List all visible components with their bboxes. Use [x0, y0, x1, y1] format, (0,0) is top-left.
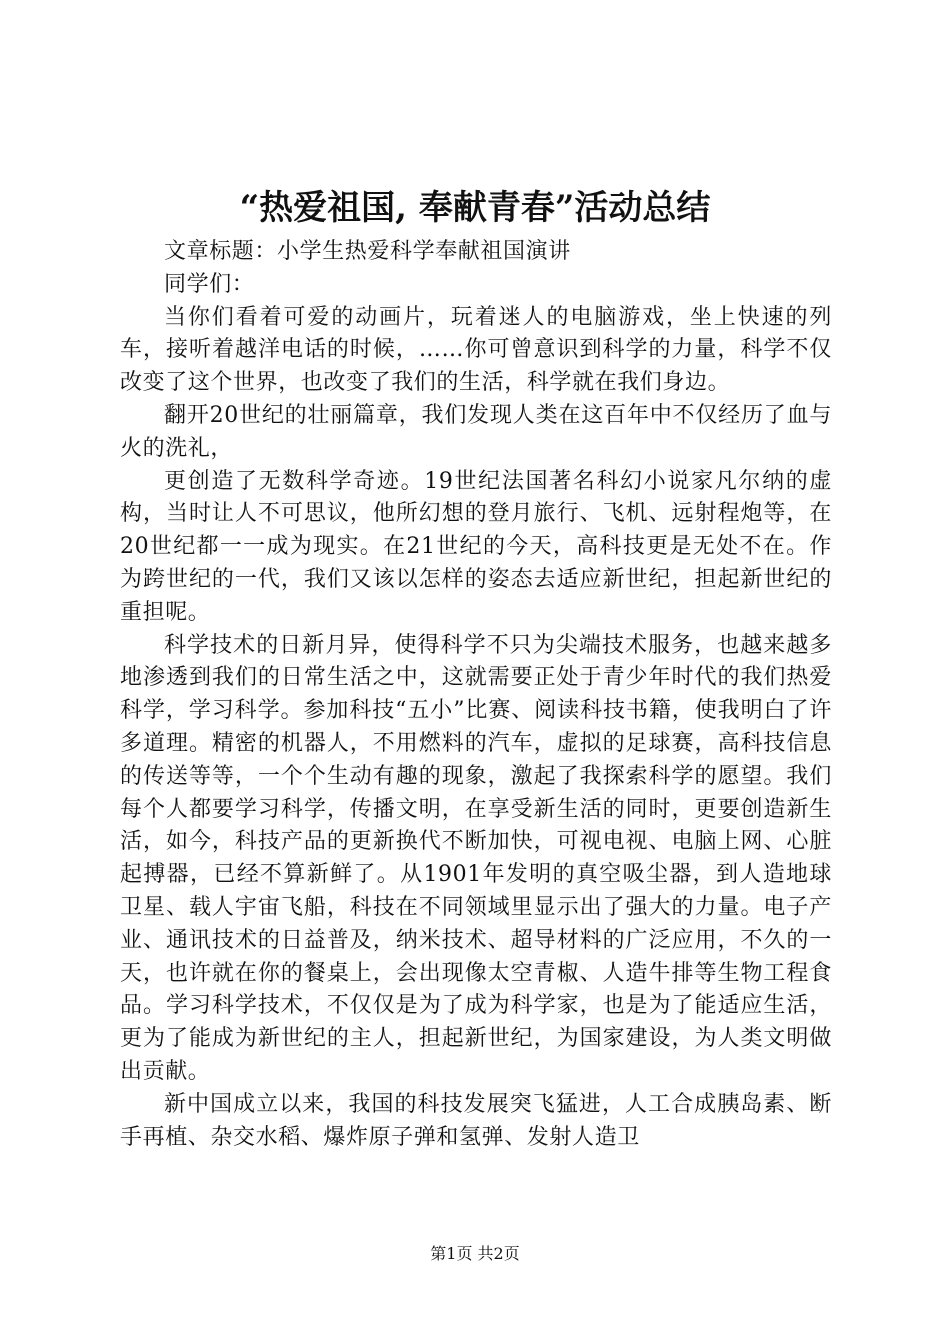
document-title: “热爱祖国, 奉献青春”活动总结	[239, 188, 711, 228]
paragraph-article-title: 文章标题：小学生热爱科学奉献祖国演讲	[164, 239, 571, 264]
paragraph-5: 新中国成立以来，我国的科技发展突飞猛进，人工合成胰岛素、断手再植、杂交水稻、爆炸原子弹和氢弹、发射人造卫	[120, 1091, 832, 1150]
document-body	[120, 236, 832, 1154]
paragraph-3: 更创造了无数科学奇迹。19世纪法国著名科幻小说家凡尔纳的虚构，当时让人不可思议，他所幻想的登月旅行、飞机、远射程炮等，在20世纪都一一成为现实。在21世纪的今天，高科技更是无处不在。作为跨世纪的一代，我们又该以怎样的姿态去适应新世纪，担起新世纪的重担呢。	[120, 468, 832, 625]
paragraph-2: 翻开20世纪的壮丽篇章，我们发现人类在这百年中不仅经历了血与火的洗礼，	[120, 402, 832, 461]
paragraph-4: 科学技术的日新月异，使得科学不只为尖端技术服务，也越来越多地渗透到我们的日常生活之中，这就需要正处于青少年时代的我们热爱科学，学习科学。参加科技“五小”比赛、阅读科技书籍，使我明白了许多道理。精密的机器人，不用燃料的汽车，虚拟的足球赛，高科技信息的传送等等，一个个生动有趣的现象，激起了我探索科学的愿望。我们每个人都要学习科学，传播文明，在享受新生活的同时，更要创造新生活，如今，科技产品的更新换代不断加快，可视电视、电脑上网、心脏起搏器，已经不算新鲜了。从1901年发明的真空吸尘器，到人造地球卫星、载人宇宙飞船，科技在不同领域里显示出了强大的力量。电子产业、通讯技术的日益普及，纳米技术、超导材料的广泛应用，不久的一天，也许就在你的餐桌上，会出现像太空青椒、人造牛排等生物工程食品。学习科学技术，不仅仅是为了成为科学家，也是为了能适应生活，更为了能成为新世纪的主人，担起新世纪，为国家建设，为人类文明做出贡献。	[120, 632, 832, 1084]
page-footer: 第1页 共2页	[430, 1244, 520, 1263]
paragraph-salutation: 同学们：	[164, 271, 255, 297]
paragraph-1: 当你们看着可爱的动画片，玩着迷人的电脑游戏，坐上快速的列车，接听着越洋电话的时候，……你可曾意识到科学的力量，科学不仅改变了这个世界，也改变了我们的生活，科学就在我们身边。	[120, 304, 832, 396]
